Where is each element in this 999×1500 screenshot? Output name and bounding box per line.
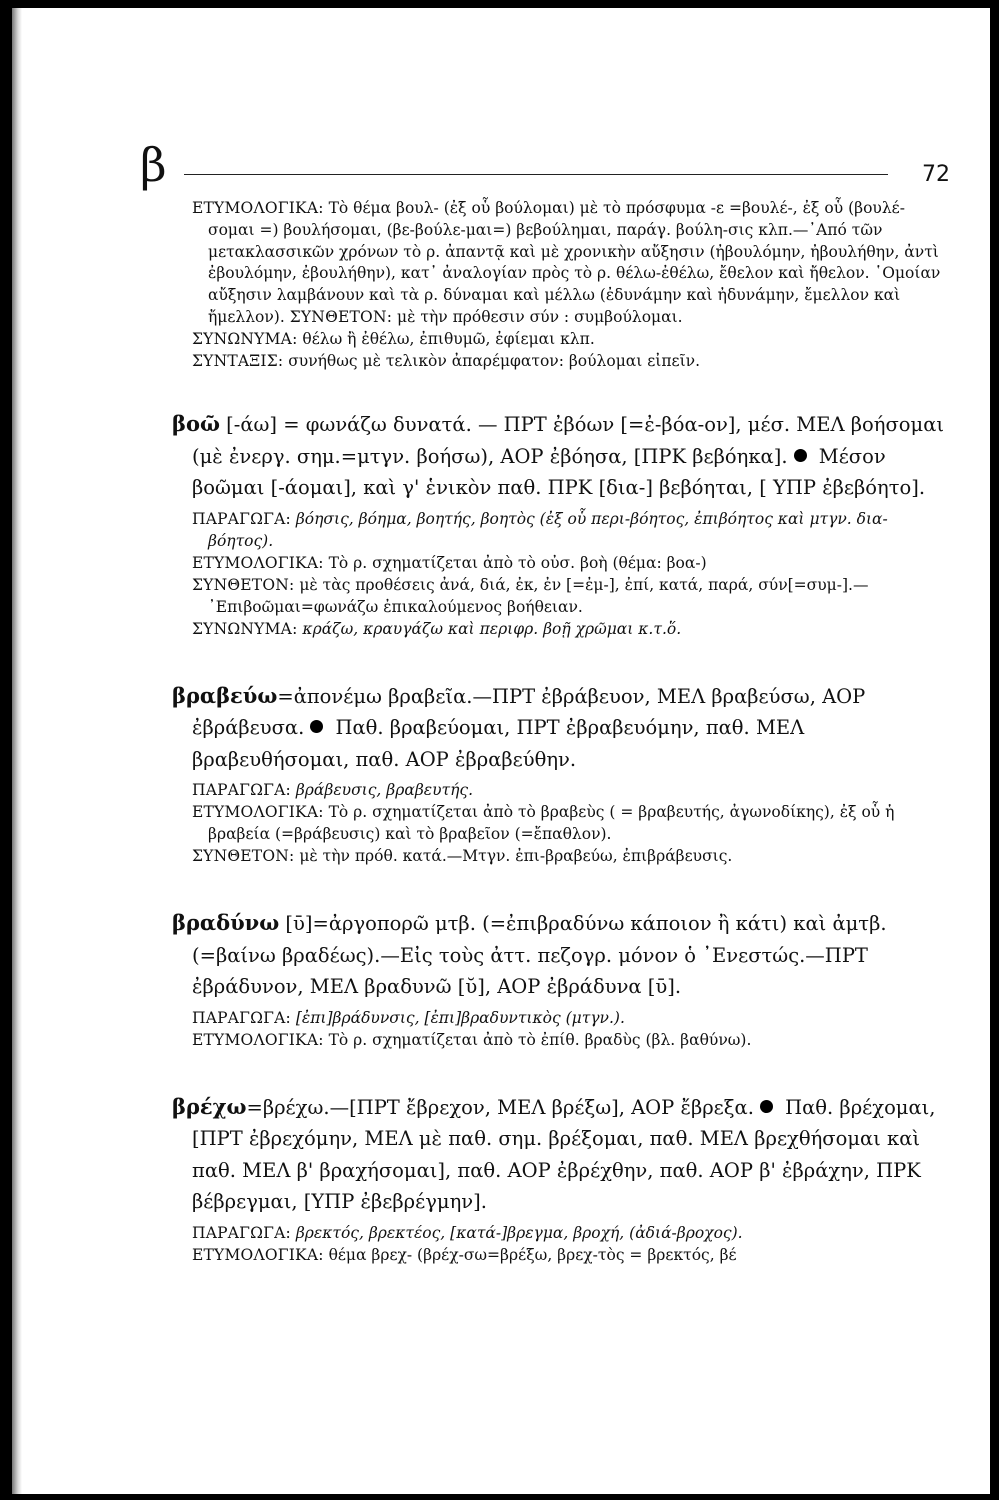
etymologika-section: ΕΤΥΜΟΛΟΓΙΚΑ: Τὸ ρ. σχηματίζεται ἀπὸ τὸ ἐπίθ. βραδὺς (βλ. βαθύνω). (192, 1030, 752, 1049)
page (12, 8, 990, 1494)
lemma: βραβεύω (172, 682, 278, 708)
paragoga-section: ΠΑΡΑΓΩΓΑ: βράβευσις, βραβευτής. (192, 781, 473, 800)
header-rule (184, 174, 888, 175)
bullet-icon (310, 720, 323, 733)
entry-vraveyo (172, 680, 950, 868)
etymologika-section: ΕΤΥΜΟΛΟΓΙΚΑ: Τὸ ρ. σχηματίζεται ἀπὸ τὸ οὐσ. βοὴ (θέμα: βοα-) (192, 553, 707, 572)
header-letter: β (140, 138, 167, 192)
entry-boo (172, 408, 950, 640)
page-edge-shadow (12, 8, 22, 1494)
definition: =βρέχω.—[ΠΡΤ ἔβρεχον, ΜΕΛ βρέξω], ΑΟΡ ἔβρεξα. (246, 1095, 754, 1119)
paragoga-section: ΠΑΡΑΓΩΓΑ: βόησις, βόημα, βοητής, βοητὸς (ἐξ οὗ περι-βόητος, ἐπιβόητος καὶ μτγν. δια-βόητος). (192, 509, 888, 550)
definition: [ῡ]=ἀργοπορῶ μτβ. (=ἐπιβραδύνω κάποιον ἢ κάτι) καὶ ἀμτβ. (=βαίνω βραδέως).—Εἰς τοὺς ἀττ. πεζογρ. μόνον ὁ ᾿Ενεστώς.—ΠΡΤ ἐβράδυνον, ΜΕΛ βραδυνῶ [ῠ], ΑΟΡ ἐβράδυνα [ῡ]. (192, 912, 887, 999)
lemma: βρέχω (172, 1093, 247, 1119)
passive-forms: Παθ. βρέχομαι, [ΠΡΤ ἐβρεχόμην, ΜΕΛ μὲ παθ. σημ. βρέξομαι, παθ. ΜΕΛ βρεχθήσομαι καὶ παθ. ΜΕΛ β' βραχήσομαι], παθ. ΑΟΡ ἐβρέχθην, παθ. ΑΟΡ β' ἐβράχην, ΠΡΚ βέβρεγμαι, [ΥΠΡ ἐβεβρέγμην]. (192, 1095, 936, 1214)
passive-forms: Μέσον βοῶμαι [-άομαι], καὶ γ' ἑνικὸν παθ. ΠΡΚ [δια-] βεβόηται, [ ΥΠΡ ἐβεβόητο]. (192, 444, 926, 500)
page-number: 72 (922, 162, 950, 187)
synonyma-section: ΣΥΝΩΝΥΜΑ: κράζω, κραυγάζω καὶ περιφρ. βοῇ χρῶμαι κ.τ.ὅ. (192, 619, 682, 638)
syntaxis-section: ΣΥΝΤΑΞΙΣ: συνήθως μὲ τελικὸν ἀπαρέμφατον: βούλομαι εἰπεῖν. (192, 351, 701, 370)
synonyma-section: ΣΥΝΩΝΥΜΑ: θέλω ἢ ἐθέλω, ἐπιθυμῶ, ἐφίεμαι κλπ. (192, 329, 595, 348)
lemma: βοῶ (172, 411, 220, 437)
entry-headline (172, 907, 950, 1003)
continued-entry (192, 198, 950, 372)
paragoga-section: ΠΑΡΑΓΩΓΑ: [ἐπι]βράδυνσις, [ἐπι]βραδυντικὸς (μτγν.). (192, 1008, 625, 1027)
etymologika-section: ΕΤΥΜΟΛΟΓΙΚΑ: θέμα βρεχ- (βρέχ-σω=βρέξω, βρεχ-τὸς = βρεκτός, βέ (192, 1245, 737, 1264)
definition: [-άω] = φωνάζω δυνατά. — ΠΡΤ ἐβόων [=ἐ-βόα-ον], μέσ. ΜΕΛ βοήσομαι (μὲ ἐνεργ. σημ.=μτγν. βοήσω), ΑΟΡ ἐβόησα, [ΠΡΚ βεβόηκα]. (192, 413, 945, 468)
syntheton-section: ΣΥΝΘΕΤΟΝ: μὲ τὴν πρόθ. κατά.—Μτγν. ἐπι-βραβεύω, ἐπιβράβευσις. (192, 847, 733, 866)
syntheton-label: ΣΥΝΘΕΤΟΝ: (289, 307, 393, 326)
entry-headline (172, 680, 950, 776)
definition: =ἀπονέμω βραβεῖα.—ΠΡΤ ἐβράβευον, ΜΕΛ βραβεύσω, ΑΟΡ ἐβράβευσα. (192, 684, 866, 740)
bullet-icon (794, 449, 807, 462)
paragoga-section: ΠΑΡΑΓΩΓΑ: βρεκτός, βρεκτέος, [κατά-]βρεγμα, βροχή, (ἀδιά-βροχος). (192, 1223, 743, 1242)
entry-headline (172, 1091, 950, 1218)
bullet-icon (760, 1100, 773, 1113)
syntheton-section: ΣΥΝΘΕΤΟΝ: μὲ τὰς προθέσεις ἀνά, διά, ἐκ, ἐν [=ἐμ-], ἐπί, κατά, παρά, σύν[=συμ-].—᾿Επιβοῶμαι=φωνάζω ἐπικαλούμενος βοήθειαν. (192, 575, 869, 616)
dictionary-content (172, 198, 950, 1266)
etymologika-section: ΕΤΥΜΟΛΟΓΙΚΑ: Τὸ ρ. σχηματίζεται ἀπὸ τὸ βραβεὺς ( = βραβευτής, ἀγωνοδίκης), ἐξ οὗ ἡ βραβεία (=βράβευσις) καὶ τὸ βραβεῖον (=ἔπαθλον). (192, 803, 895, 844)
entry-headline (172, 408, 950, 504)
entry-vradyno (172, 907, 950, 1051)
entry-vrecho (172, 1091, 950, 1266)
running-header (140, 138, 950, 192)
lemma: βραδύνω (172, 910, 280, 936)
etymologika-section: ΕΤΥΜΟΛΟΓΙΚΑ: Τὸ θέμα βουλ- (ἐξ οὗ βούλομαι) μὲ τὸ πρόσφυμα -ε =βουλέ-, ἐξ οὗ (βουλέ-σομαι =) βουλήσομαι, (βε-βούλε-μαι=) βεβούλημαι, παράγ. βούλη-σις κλπ.—᾿Από τῶν μετακλασσικῶν χρόνων τὸ ρ. ἀπαντᾷ καὶ μὲ χρονικὴν αὔξησιν (ἠβουλόμην, ἠβουλήθην, ἀντὶ ἐβουλόμην, ἐβουλήθην), κατ᾿ ἀναλογίαν πρὸς τὸ ρ. θέλω-ἐθέλω, ἔθελον καὶ ἤθελον. ῾Ομοίαν αὔξησιν λαμβάνουν καὶ τὰ ρ. δύναμαι καὶ μέλλω (ἐδυνάμην καὶ ἠδυνάμην, ἔμελλον καὶ ἤμελλον). ΣΥΝΘΕΤΟΝ: μὲ τὴν πρόθεσιν σύν : συμβούλομαι. (192, 199, 941, 326)
passive-forms: Παθ. βραβεύομαι, ΠΡΤ ἐβραβευόμην, παθ. ΜΕΛ βραβευθήσομαι, παθ. ΑΟΡ ἐβραβεύθην. (192, 716, 805, 771)
